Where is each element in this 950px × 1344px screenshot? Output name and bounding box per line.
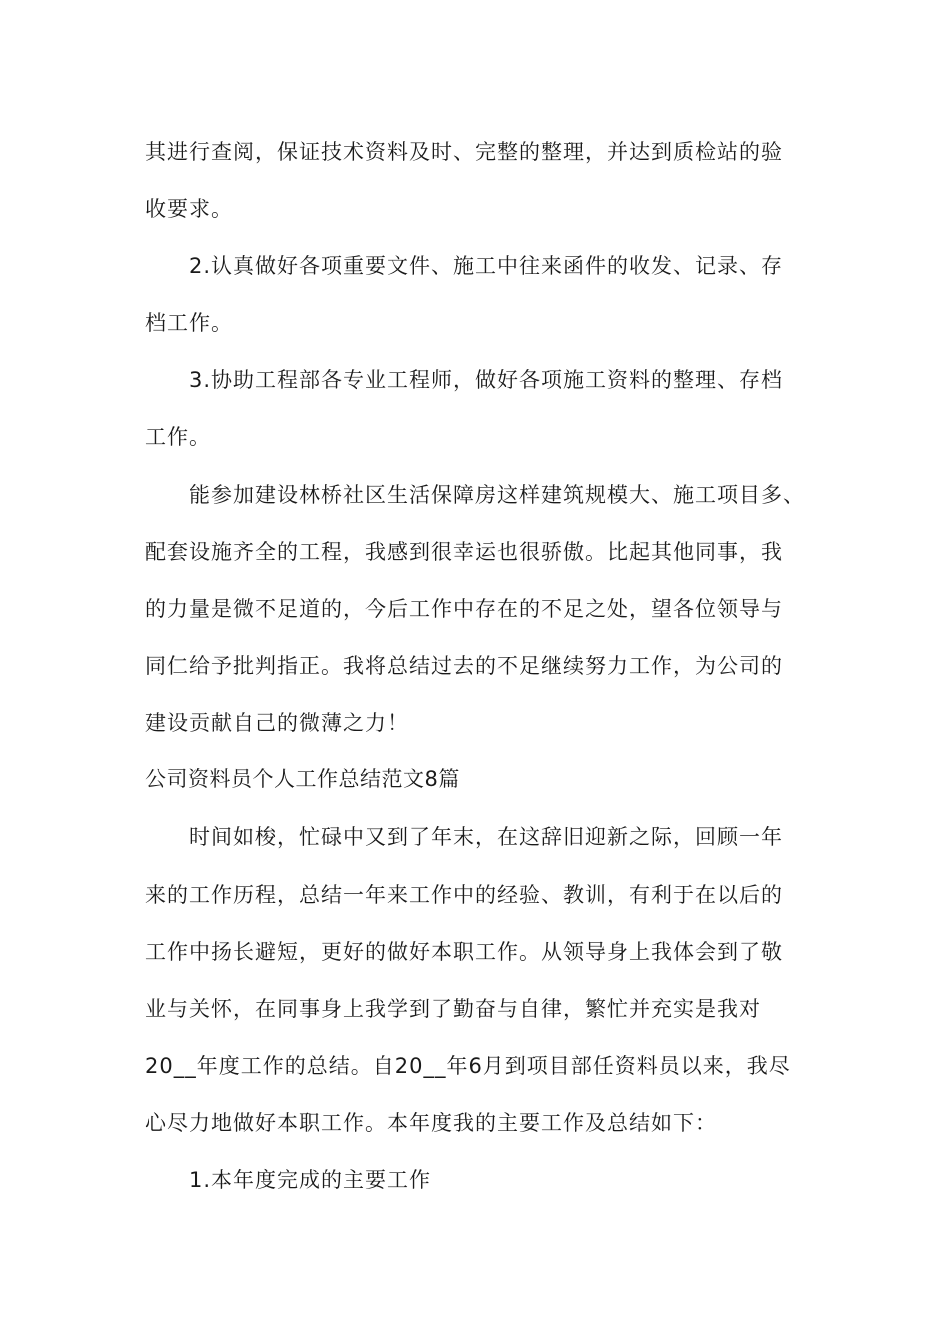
paragraph-line: 的力量是微不足道的，今后工作中存在的不足之处，望各位领导与	[145, 597, 783, 621]
paragraph-line: 时间如梭，忙碌中又到了年末，在这辞旧迎新之际，回顾一年	[189, 825, 783, 849]
paragraph-line: 其进行查阅，保证技术资料及时、完整的整理，并达到质检站的验	[145, 140, 783, 164]
subheading: 1.本年度完成的主要工作	[189, 1168, 432, 1192]
paragraph-line: 能参加建设林桥社区生活保障房这样建筑规模大、施工项目多、	[189, 483, 805, 507]
list-item-3-continuation: 工作。	[145, 425, 211, 449]
section-title: 公司资料员个人工作总结范文8篇	[145, 767, 460, 791]
paragraph-line: 业与关怀，在同事身上我学到了勤奋与自律，繁忙并充实是我对	[145, 997, 761, 1021]
list-item-3: 3.协助工程部各专业工程师，做好各项施工资料的整理、存档	[189, 368, 784, 392]
paragraph-line: 心尽力地做好本职工作。本年度我的主要工作及总结如下：	[145, 1111, 717, 1135]
list-item-2: 2.认真做好各项重要文件、施工中往来函件的收发、记录、存	[189, 254, 784, 278]
paragraph-line: 工作中扬长避短，更好的做好本职工作。从领导身上我体会到了敬	[145, 940, 783, 964]
paragraph-line: 来的工作历程，总结一年来工作中的经验、教训，有利于在以后的	[145, 883, 783, 907]
paragraph-line: 收要求。	[145, 197, 233, 221]
paragraph-line: 同仁给予批判指正。我将总结过去的不足继续努力工作，为公司的	[145, 654, 783, 678]
paragraph-line: 20__年度工作的总结。自20__年6月到项目部任资料员以来，我尽	[145, 1054, 791, 1078]
paragraph-line: 建设贡献自己的微薄之力！	[145, 711, 409, 735]
list-item-2-continuation: 档工作。	[145, 311, 233, 335]
paragraph-line: 配套设施齐全的工程，我感到很幸运也很骄傲。比起其他同事，我	[145, 540, 783, 564]
